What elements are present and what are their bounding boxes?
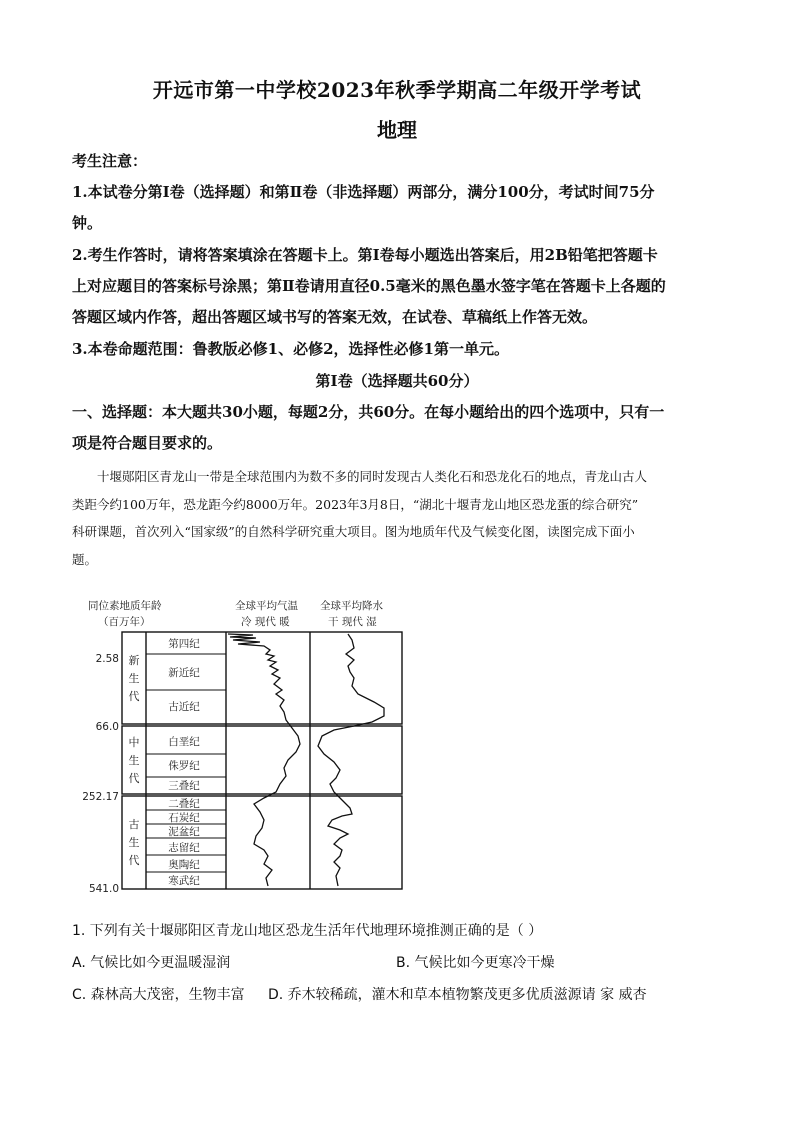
era-label: 代: [128, 854, 140, 867]
passage-line: 十堰郧阳区青龙山一带是全球范围内为数不多的同时发现古人类化石和恐龙化石的地点，青龙山古人: [97, 469, 648, 484]
temp-scale: 冷 现代 暖: [241, 616, 290, 628]
age-axis-unit: （百万年）: [98, 616, 151, 628]
precip-scale: 干 现代 湿: [328, 616, 377, 628]
part1-instructions-cont: 项是符合题目要求的。: [72, 434, 223, 452]
era-label: 代: [128, 690, 140, 703]
period-label: 寒武纪: [168, 875, 200, 887]
notice-item-2: 2.考生作答时，请将答案填涂在答题卡上。第Ⅰ卷每小题选出答案后，用2B铅笔把答题卡: [72, 246, 658, 264]
era-box-mesozoic: [122, 726, 402, 794]
period-label: 奥陶纪: [168, 859, 200, 871]
part1-heading: 第Ⅰ卷（选择题共60分）: [315, 372, 479, 390]
era-label: 代: [128, 772, 140, 785]
reading-passage: [72, 463, 732, 573]
exam-subject: 地理: [377, 118, 417, 142]
precipitation-curve: [318, 634, 384, 886]
question-1-option-b[interactable]: B. 气候比如今更寒冷干燥: [396, 955, 555, 971]
period-label: 新近纪: [168, 667, 200, 679]
passage-line: 科研课题，首次列入“国家级”的自然科学研究重大项目。图为地质年代及气候变化图，读图完成下面小: [72, 524, 635, 539]
era-label: 新: [128, 654, 140, 667]
passage-line: 类距今约100万年，恐龙距今约8000万年。2023年3月8日，“湖北十堰青龙山地区恐龙蛋的综合研究”: [72, 496, 639, 512]
question-1-stem: 1. 下列有关十堰郧阳区青龙山地区恐龙生活年代地理环境推测正确的是（ ）: [72, 923, 543, 939]
age-tick: 541.0: [88, 883, 119, 895]
notice-item-2-cont: 上对应题目的答案标号涂黑；第Ⅱ卷请用直径0.5毫米的黑色墨水签字笔在答题卡上各题的: [72, 277, 666, 295]
precip-header: 全球平均降水: [320, 600, 383, 612]
question-1-option-a[interactable]: A. 气候比如今更温暖湿润: [72, 955, 231, 971]
era-label: 生: [128, 836, 140, 849]
notice-item-1: 1.本试卷分第Ⅰ卷（选择题）和第Ⅱ卷（非选择题）两部分，满分100分，考试时间75分: [72, 183, 655, 201]
age-tick: 252.17: [82, 791, 119, 803]
era-label: 中: [128, 736, 140, 749]
age-tick: 2.58: [95, 653, 119, 665]
question-1-option-c[interactable]: C. 森林高大茂密，生物丰富: [72, 987, 245, 1003]
part1-instructions: 一、选择题：本大题共30小题，每题2分，共60分。在每小题给出的四个选项中，只有一: [72, 403, 665, 421]
period-label: 志留纪: [168, 842, 200, 854]
notice-heading: 考生注意：: [72, 152, 148, 170]
period-label: 石炭纪: [168, 812, 200, 824]
notice-item-1-cont: 钟。: [72, 214, 103, 232]
passage-line: 题。: [72, 551, 98, 567]
era-label: 生: [128, 672, 140, 685]
period-label: 第四纪: [168, 638, 200, 650]
notice-item-3: 3.本卷命题范围：鲁教版必修1、必修2，选择性必修1第一单元。: [72, 340, 509, 358]
period-label: 侏罗纪: [168, 760, 200, 772]
exam-title: 开远市第一中学校2023年秋季学期高二年级开学考试: [152, 78, 642, 102]
notice-item-2-cont2: 答题区域内作答，超出答题区域书写的答案无效，在试卷、草稿纸上作答无效。: [72, 308, 598, 326]
era-label: 古: [128, 818, 140, 831]
period-label: 三叠纪: [168, 780, 200, 792]
period-label: 二叠纪: [168, 798, 200, 810]
temperature-curve: [228, 634, 300, 886]
age-tick: 66.0: [95, 721, 119, 733]
age-axis-label: 同位素地质年龄: [88, 600, 162, 612]
temp-header: 全球平均气温: [235, 600, 298, 612]
era-label: 生: [128, 754, 140, 767]
question-1-option-d[interactable]: D. 乔木较稀疏，灌木和草本植物繁茂更多优质滋源请 家 威杏: [268, 987, 647, 1003]
period-label: 白垩纪: [168, 736, 200, 748]
period-label: 古近纪: [168, 701, 200, 713]
geologic-climate-figure: [78, 594, 418, 898]
period-label: 泥盆纪: [168, 826, 200, 838]
